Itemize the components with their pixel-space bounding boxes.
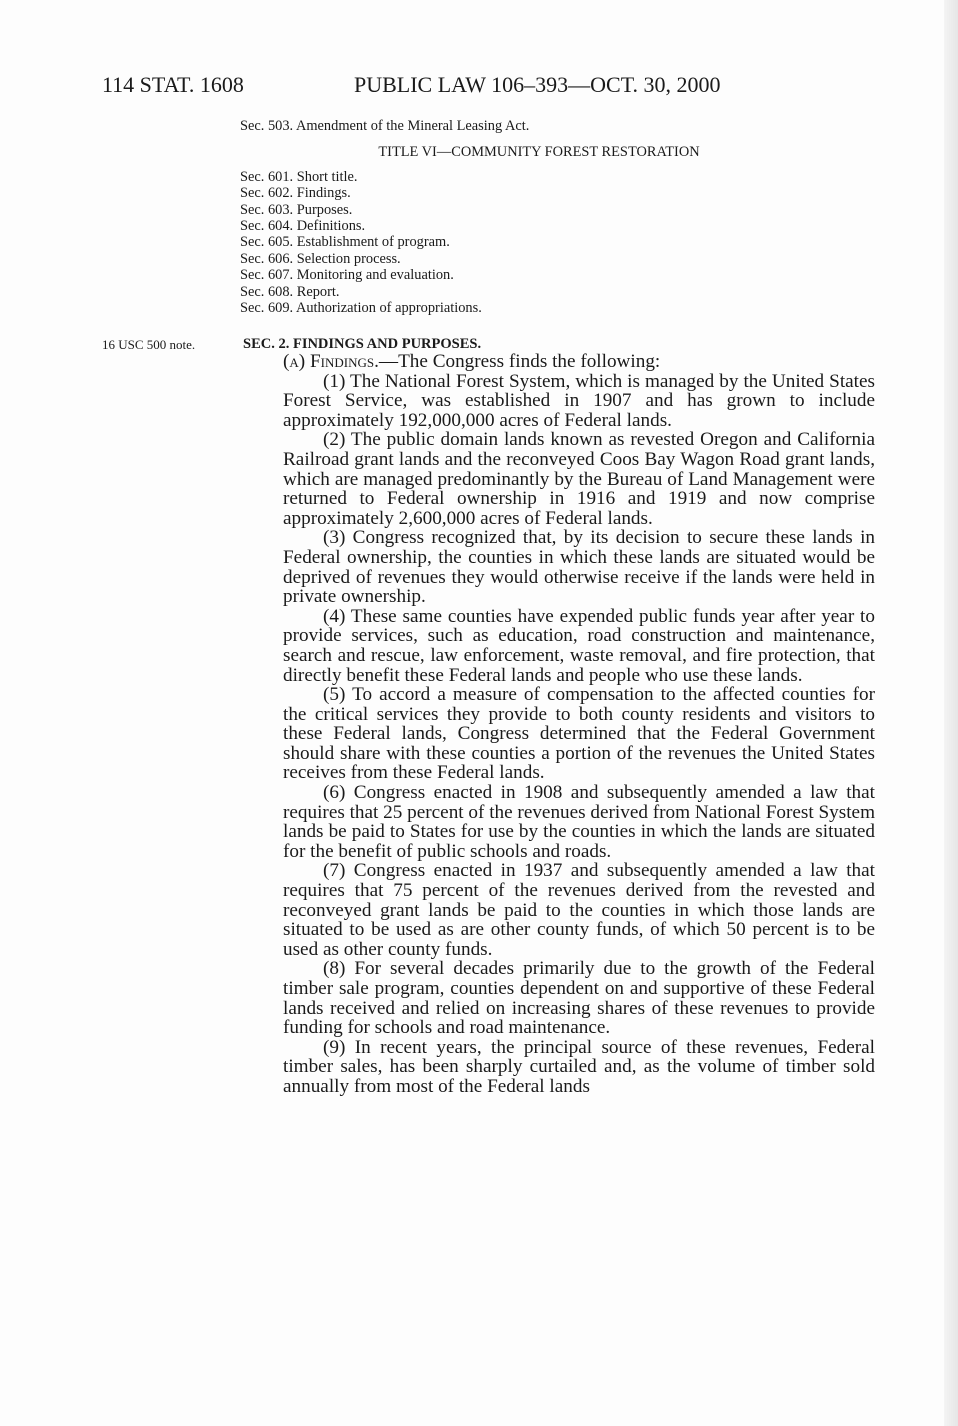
subsection-lead: —The Congress finds the following:	[378, 351, 661, 372]
finding-paragraph: (2) The public domain lands known as revested Oregon and California Railroad grant lands and the reconveyed Coos Bay Wagon Road grant lands, which are managed predominantly by the Bureau of Land Management were returned to Federal ownership in 1916 and 1919 and now comprise approximately 2,600,000 acres of Federal lands.	[283, 429, 875, 529]
toc-item: Sec. 604. Definitions.	[240, 218, 366, 235]
finding-paragraph: (3) Congress recognized that, by its decision to secure these lands in Federal ownership, the counties in which these lands are situated would be deprived of revenues they would otherwise receive if the lands were held in private ownership.	[283, 527, 875, 608]
stat-reference: 114 STAT. 1608	[102, 72, 244, 97]
finding-paragraph: (9) In recent years, the principal source of these revenues, Federal timber sales, has been sharply curtailed and, as the volume of timber sold annually from most of the Federal lands	[283, 1036, 875, 1097]
toc-item: Sec. 602. Findings.	[240, 185, 351, 202]
table-of-contents	[240, 118, 800, 316]
page-edge-shadow	[944, 0, 958, 1426]
toc-title-vi: TITLE VI—COMMUNITY FOREST RESTORATION	[378, 144, 700, 161]
toc-item: Sec. 607. Monitoring and evaluation.	[240, 267, 454, 284]
finding-paragraph: (5) To accord a measure of compensation to the affected counties for the critical services they provide to both county residents and visitors to these Federal lands, Congress determined that the Federal Government should share with these counties a portion of the revenues the United States receives from these Federal lands.	[283, 684, 875, 784]
toc-item: Sec. 609. Authorization of appropriations.	[240, 300, 482, 317]
law-title: PUBLIC LAW 106–393—OCT. 30, 2000	[354, 72, 721, 97]
margin-note: 16 USC 500 note.	[102, 337, 196, 352]
finding-paragraph: (4) These same counties have expended public funds year after year to provide services, such as education, road construction and maintenance, search and rescue, law enforcement, waste removal, and fire protection, that directly benefit these Federal lands and people who use these lands.	[283, 605, 875, 686]
section-body	[283, 352, 875, 1097]
toc-item: Sec. 601. Short title.	[240, 168, 358, 185]
finding-paragraph: (8) For several decades primarily due to the growth of the Federal timber sale program, counties dependent on and supportive of these Federal lands received and relied on increasing shares of these revenues to provide funding for schools and road maintenance.	[283, 958, 875, 1039]
toc-item: Sec. 605. Establishment of program.	[240, 234, 450, 251]
section-heading: SEC. 2. FINDINGS AND PURPOSES.	[243, 336, 482, 352]
subsection-intro	[283, 352, 875, 372]
toc-item: Sec. 603. Purposes.	[240, 201, 353, 218]
running-header	[102, 72, 782, 102]
toc-item: Sec. 503. Amendment of the Mineral Leasing Act.	[240, 118, 530, 134]
finding-paragraph: (6) Congress enacted in 1908 and subsequently amended a law that requires that 25 percent of the revenues derived from National Forest System lands be paid to States for use by the counties in which the lands are situated for the benefit of public schools and roads.	[283, 782, 875, 862]
finding-paragraph: (1) The National Forest System, which is managed by the United States Forest Service, was established in 1907 and has grown to include approximately 192,000,000 acres of Federal lands.	[283, 370, 875, 431]
finding-paragraph: (7) Congress enacted in 1937 and subsequently amended a law that requires that 75 percent of the revenues derived from the revested and reconveyed grant lands be paid to the counties in which those lands are situated to be used as are other county funds, of which 50 percent is to be used as other county funds.	[283, 860, 875, 960]
toc-item: Sec. 608. Report.	[240, 283, 340, 300]
subsection-label: (a) Findings.	[283, 351, 379, 372]
toc-item: Sec. 606. Selection process.	[240, 250, 401, 267]
